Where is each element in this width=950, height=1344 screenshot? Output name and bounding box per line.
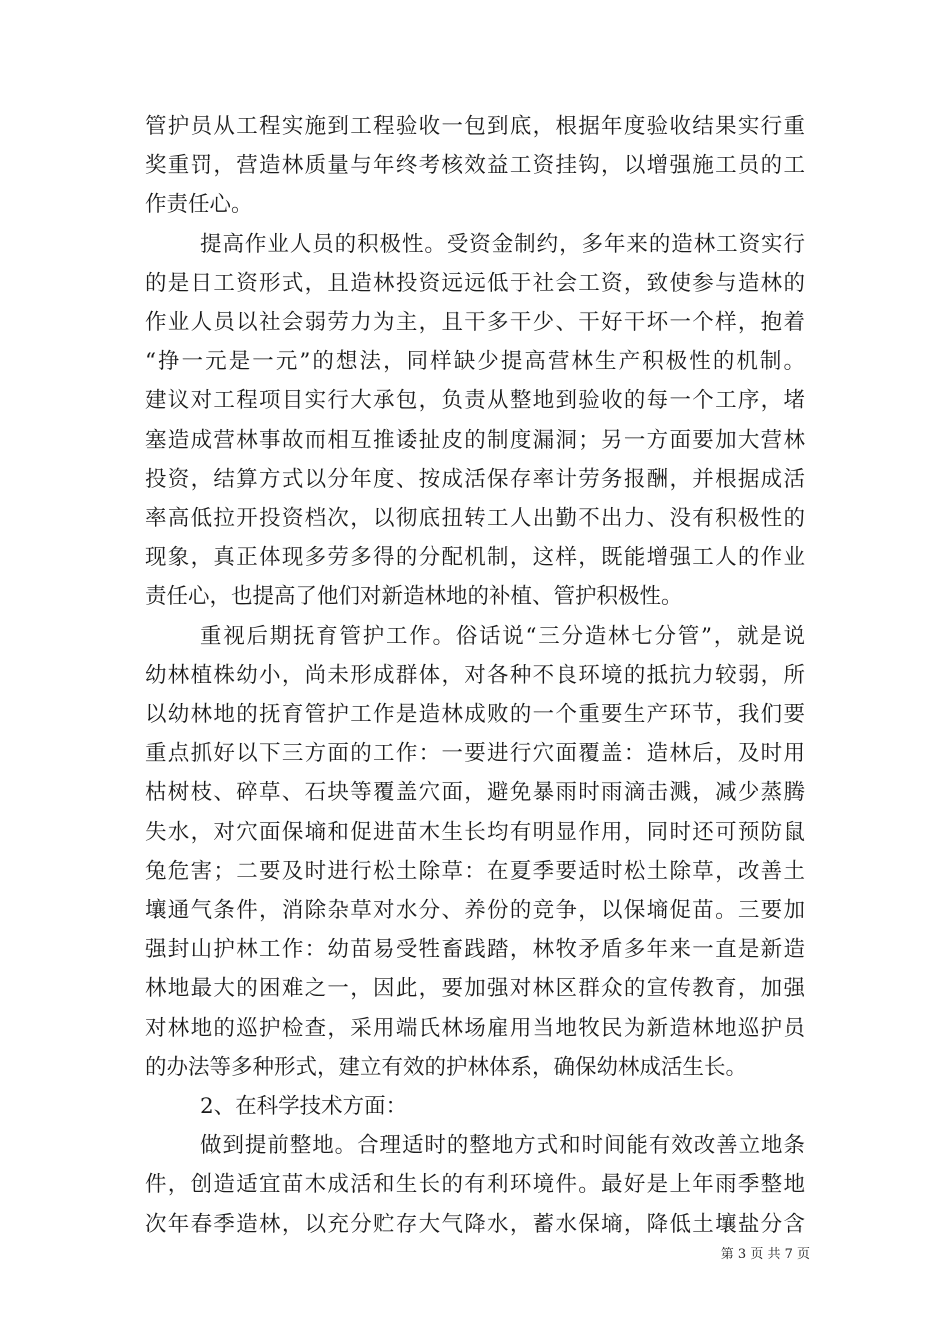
- page-number: 第 3 页 共 7 页: [720, 1246, 810, 1262]
- text-line: 管护员从工程实施到工程验收一包到底，根据年度验收结果实行重: [145, 114, 805, 139]
- text-line: 失水，对穴面保墒和促进苗木生长均有明显作用，同时还可预防鼠: [145, 819, 805, 845]
- text-line: 建议对工程项目实行大承包，负责从整地到验收的每一个工序，堵: [145, 388, 805, 414]
- text-line: 责任心，也提高了他们对新造林地的补植、管护积极性。: [145, 584, 683, 610]
- text-line: 的是日工资形式，且造林投资远远低于社会工资，致使参与造林的: [145, 270, 805, 296]
- text-line: 壤通气条件，消除杂草对水分、养份的竞争，以保墒促苗。三要加: [145, 898, 805, 923]
- paragraph-start-line: 做到提前整地。合理适时的整地方式和时间能有效改善立地条: [200, 1133, 805, 1159]
- text-line: 枯树枝、碎草、石块等覆盖穴面，避免暴雨时雨滴击溅，减少蒸腾: [145, 780, 805, 806]
- text-line: 率高低拉开投资档次，以彻底扭转工人出勤不出力、没有积极性的: [145, 506, 805, 531]
- text-line: 重点抓好以下三方面的工作：一要进行穴面覆盖：造林后，及时用: [145, 741, 805, 767]
- text-line: 幼林植株幼小，尚未形成群体，对各种不良环境的抵抗力较弱，所: [145, 662, 805, 688]
- text-line: 对林地的巡护检查，采用端氏林场雇用当地牧民为新造林地巡护员: [145, 1015, 805, 1041]
- text-line: 作责任心。: [145, 192, 253, 218]
- text-line: 强封山护林工作：幼苗易受牲畜践踏，林牧矛盾多年来一直是新造: [145, 937, 805, 963]
- text-line: 的办法等多种形式，建立有效的护林体系，确保幼林成活生长。: [145, 1054, 748, 1080]
- text-line: 件，创造适宜苗木成活和生长的有利环境件。最好是上年雨季整地: [145, 1172, 805, 1198]
- text-line: 作业人员以社会弱劳力为主，且干多干少、干好干坏一个样，抱着: [145, 310, 805, 335]
- text-line: 现象，真正体现多劳多得的分配机制，这样，既能增强工人的作业: [145, 545, 805, 571]
- text-line: 塞造成营林事故而相互推诿扯皮的制度漏洞；另一方面要加大营林: [145, 427, 805, 453]
- text-line: 投资，结算方式以分年度、按成活保存率计劳务报酬，并根据成活: [145, 466, 805, 492]
- text-line: 以幼林地的抚育管护工作是造林成败的一个重要生产环节，我们要: [145, 702, 805, 727]
- paragraph-start-line: 重视后期抚育管护工作。俗话说“三分造林七分管”，就是说: [200, 623, 805, 649]
- section-heading: 2、在科学技术方面：: [200, 1094, 408, 1119]
- text-line: 林地最大的困难之一，因此，要加强对林区群众的宣传教育，加强: [145, 976, 805, 1002]
- text-line: “挣一元是一元”的想法，同样缺少提高营林生产积极性的机制。: [145, 349, 805, 375]
- text-line: 奖重罚，营造林质量与年终考核效益工资挂钩，以增强施工员的工: [145, 153, 805, 179]
- text-line: 次年春季造林，以充分贮存大气降水，蓄水保墒，降低土壤盐分含: [145, 1211, 805, 1237]
- paragraph-start-line: 提高作业人员的积极性。受资金制约，多年来的造林工资实行: [200, 231, 805, 257]
- text-line: 兔危害；二要及时进行松土除草：在夏季要适时松土除草，改善土: [145, 858, 805, 884]
